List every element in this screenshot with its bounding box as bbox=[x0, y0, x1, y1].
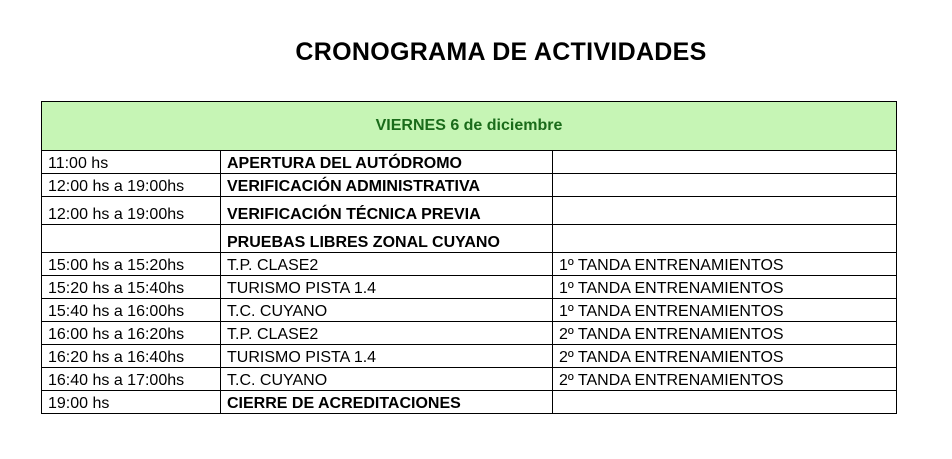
schedule-table bbox=[41, 101, 897, 414]
note-cell: 2º TANDA ENTRENAMIENTOS bbox=[553, 345, 897, 368]
note-cell: 1º TANDA ENTRENAMIENTOS bbox=[553, 253, 897, 276]
table-row bbox=[42, 276, 897, 299]
activity-cell: T.C. CUYANO bbox=[221, 299, 553, 322]
time-cell: 16:20 hs a 16:40hs bbox=[42, 345, 221, 368]
activity-cell: VERIFICACIÓN ADMINISTRATIVA bbox=[221, 174, 553, 197]
time-cell: 11:00 hs bbox=[42, 151, 221, 174]
note-cell: 2º TANDA ENTRENAMIENTOS bbox=[553, 368, 897, 391]
activity-cell: T.P. CLASE2 bbox=[221, 322, 553, 345]
note-cell: 1º TANDA ENTRENAMIENTOS bbox=[553, 299, 897, 322]
time-cell: 15:40 hs a 16:00hs bbox=[42, 299, 221, 322]
note-cell bbox=[553, 151, 897, 174]
time-cell: 19:00 hs bbox=[42, 391, 221, 414]
time-cell: 12:00 hs a 19:00hs bbox=[42, 174, 221, 197]
table-row bbox=[42, 225, 897, 253]
time-cell: 16:00 hs a 16:20hs bbox=[42, 322, 221, 345]
activity-cell: PRUEBAS LIBRES ZONAL CUYANO bbox=[221, 225, 553, 253]
activity-cell: APERTURA DEL AUTÓDROMO bbox=[221, 151, 553, 174]
day-header: VIERNES 6 de diciembre bbox=[42, 102, 897, 151]
time-cell: 15:00 hs a 15:20hs bbox=[42, 253, 221, 276]
note-cell bbox=[553, 225, 897, 253]
time-cell: 15:20 hs a 15:40hs bbox=[42, 276, 221, 299]
page-title: CRONOGRAMA DE ACTIVIDADES bbox=[295, 38, 707, 66]
activity-cell: T.P. CLASE2 bbox=[221, 253, 553, 276]
time-cell bbox=[42, 225, 221, 253]
time-cell: 12:00 hs a 19:00hs bbox=[42, 197, 221, 225]
activity-cell: TURISMO PISTA 1.4 bbox=[221, 345, 553, 368]
table-row bbox=[42, 299, 897, 322]
table-row bbox=[42, 151, 897, 174]
day-header-row bbox=[42, 102, 897, 151]
note-cell bbox=[553, 197, 897, 225]
table-row bbox=[42, 368, 897, 391]
table-row bbox=[42, 197, 897, 225]
activity-cell: CIERRE DE ACREDITACIONES bbox=[221, 391, 553, 414]
table-row bbox=[42, 322, 897, 345]
table-row bbox=[42, 253, 897, 276]
table-row bbox=[42, 345, 897, 368]
table-row bbox=[42, 174, 897, 197]
activity-cell: VERIFICACIÓN TÉCNICA PREVIA bbox=[221, 197, 553, 225]
time-cell: 16:40 hs a 17:00hs bbox=[42, 368, 221, 391]
note-cell: 1º TANDA ENTRENAMIENTOS bbox=[553, 276, 897, 299]
note-cell bbox=[553, 174, 897, 197]
activity-cell: TURISMO PISTA 1.4 bbox=[221, 276, 553, 299]
note-cell: 2º TANDA ENTRENAMIENTOS bbox=[553, 322, 897, 345]
note-cell bbox=[553, 391, 897, 414]
table-row bbox=[42, 391, 897, 414]
activity-cell: T.C. CUYANO bbox=[221, 368, 553, 391]
